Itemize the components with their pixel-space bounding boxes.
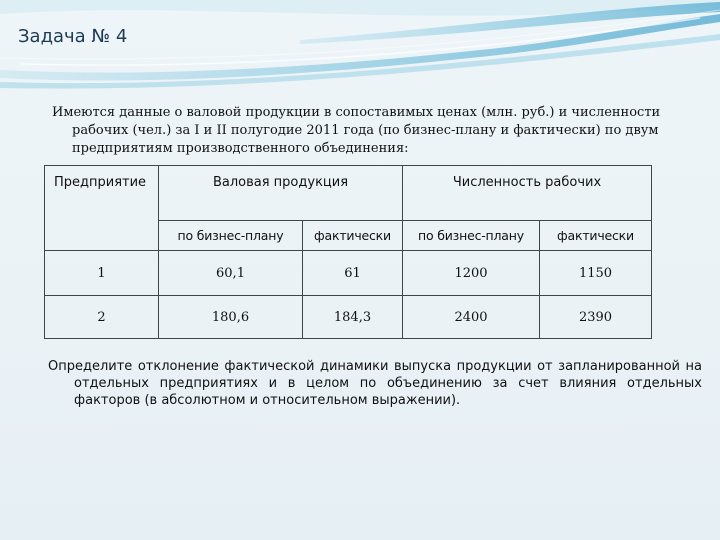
cell-output-actual: 61 (303, 251, 403, 296)
subheader-workers-plan: по бизнес-плану (403, 221, 540, 251)
cell-output-plan: 60,1 (159, 251, 303, 296)
subheader-output-actual: фактически (303, 221, 403, 251)
table-row (45, 296, 652, 339)
cell-workers-plan: 2400 (403, 296, 540, 339)
cell-enterprise: 2 (45, 296, 159, 339)
cell-output-actual: 184,3 (303, 296, 403, 339)
header-enterprise: Предприятие (45, 166, 159, 251)
subheader-workers-actual: фактически (540, 221, 652, 251)
cell-workers-plan: 1200 (403, 251, 540, 296)
slide-title: Задача № 4 (18, 26, 128, 47)
header-gross-output: Валовая продукция (159, 166, 403, 221)
subheader-output-plan: по бизнес-плану (159, 221, 303, 251)
cell-workers-actual: 1150 (540, 251, 652, 296)
cell-output-plan: 180,6 (159, 296, 303, 339)
intro-text: Имеются данные о валовой продукции в сопоставимых ценах (млн. руб.) и численности рабочих (чел.) за I и II полугодие 2011 года (по бизнес-плану и фактически) по двум предприятиям производственного объединения: (52, 105, 661, 156)
cell-workers-actual: 2390 (540, 296, 652, 339)
task-text: Определите отклонение фактической динамики выпуска продукции от запланированной на отдельных предприятиях и в целом по объединению за счет влияния отдельных факторов (в абсолютном и относительном выражении). (48, 359, 702, 408)
table-row (45, 251, 652, 296)
data-table (44, 165, 652, 339)
table-header-row (45, 166, 652, 221)
header-workers: Численность рабочих (403, 166, 652, 221)
cell-enterprise: 1 (45, 251, 159, 296)
